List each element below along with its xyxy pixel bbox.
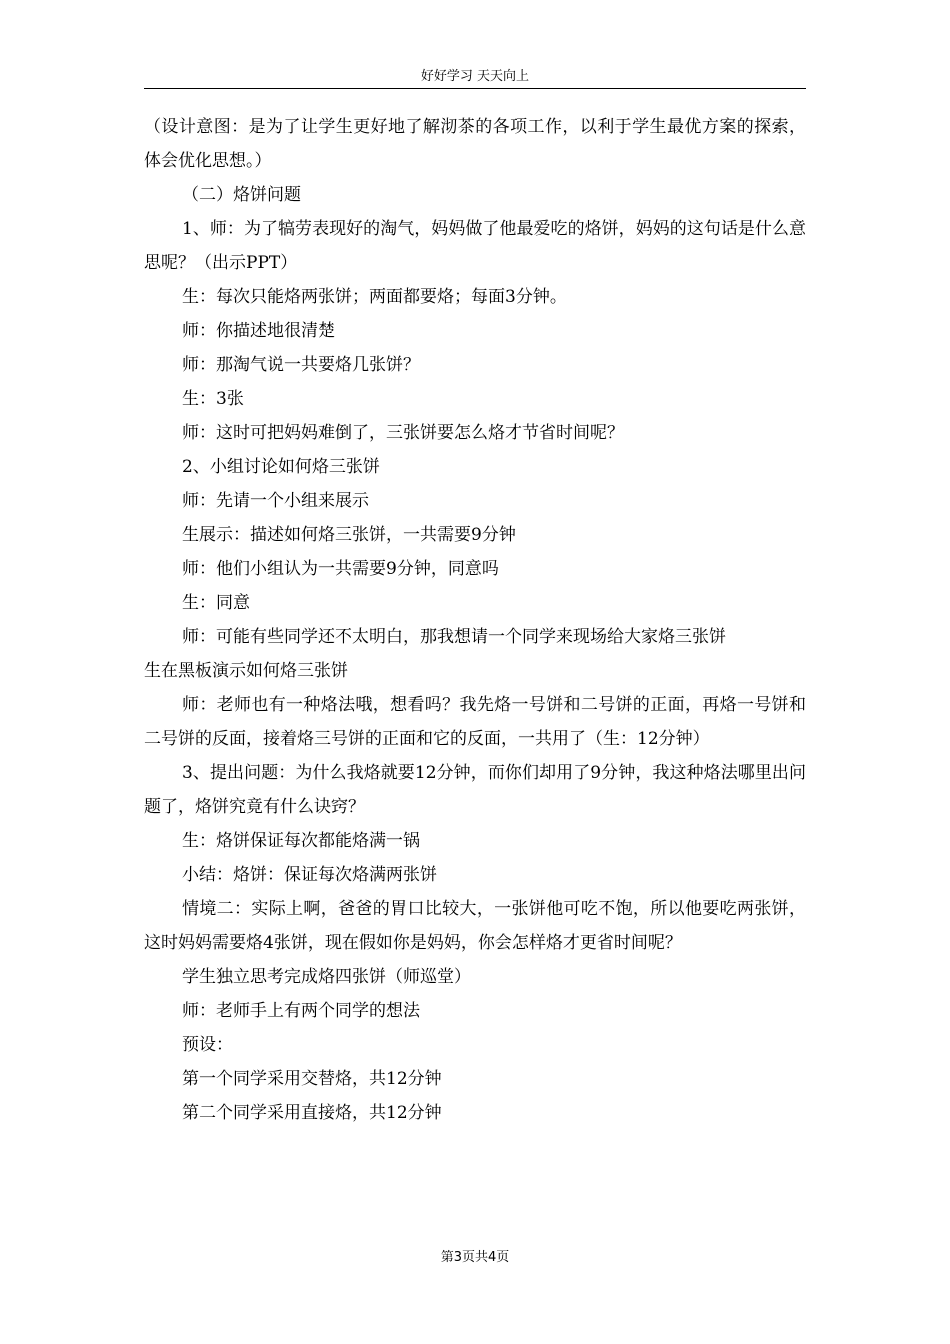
design-intent-paragraph: （设计意图：是为了让学生更好地了解沏茶的各项工作，以利于学生最优方案的探索，体会优化思想。） — [144, 117, 806, 171]
paragraph: 学生独立思考完成烙四张饼（师巡堂） — [182, 967, 471, 987]
paragraph: 生：烙饼保证每次都能烙满一锅 — [182, 831, 420, 851]
page-footer: 第3页共4页 — [440, 1250, 510, 1265]
paragraph: 预设： — [182, 1035, 233, 1055]
paragraph: 生在黑板演示如何烙三张饼 — [144, 661, 348, 681]
paragraph: 生：每次只能烙两张饼；两面都要烙；每面3分钟。 — [182, 287, 567, 307]
document-body — [144, 110, 806, 1130]
paragraph: 2、小组讨论如何烙三张饼 — [182, 457, 380, 477]
paragraph: 师：这时可把妈妈难倒了，三张饼要怎么烙才节省时间呢？ — [182, 423, 624, 443]
paragraph: 小结：烙饼：保证每次烙满两张饼 — [182, 865, 437, 885]
paragraph: 师：他们小组认为一共需要9分钟，同意吗 — [182, 559, 499, 579]
paragraph: 第二个同学采用直接烙，共12分钟 — [182, 1103, 442, 1123]
paragraph: 3、提出问题：为什么我烙就要12分钟，而你们却用了9分钟，我这种烙法哪里出问题了，烙饼究竟有什么诀窍？ — [144, 763, 806, 817]
paragraph: 1、师：为了犒劳表现好的淘气，妈妈做了他最爱吃的烙饼，妈妈的这句话是什么意思呢？（出示PPT） — [144, 219, 806, 273]
paragraph: 情境二：实际上啊，爸爸的胃口比较大，一张饼他可吃不饱，所以他要吃两张饼，这时妈妈需要烙4张饼，现在假如你是妈妈，你会怎样烙才更省时间呢？ — [144, 899, 806, 953]
paragraph: 师：你描述地很清楚 — [182, 321, 335, 341]
paragraph: 师：可能有些同学还不太明白，那我想请一个同学来现场给大家烙三张饼 — [182, 627, 726, 647]
paragraph: 生展示：描述如何烙三张饼，一共需要9分钟 — [182, 525, 516, 545]
page-header: 好好学习 天天向上 — [144, 66, 806, 89]
paragraph: 师：老师手上有两个同学的想法 — [182, 1001, 420, 1021]
paragraph: 师：那淘气说一共要烙几张饼？ — [182, 355, 420, 375]
section-heading: （二）烙饼问题 — [182, 185, 301, 205]
paragraph: 师：先请一个小组来展示 — [182, 491, 369, 511]
paragraph: 师：老师也有一种烙法哦，想看吗？我先烙一号饼和二号饼的正面，再烙一号饼和二号饼的反面，接着烙三号饼的正面和它的反面，一共用了（生：12分钟） — [144, 695, 806, 749]
paragraph: 第一个同学采用交替烙，共12分钟 — [182, 1069, 442, 1089]
paragraph: 生：3张 — [182, 389, 244, 409]
paragraph: 生：同意 — [182, 593, 250, 613]
